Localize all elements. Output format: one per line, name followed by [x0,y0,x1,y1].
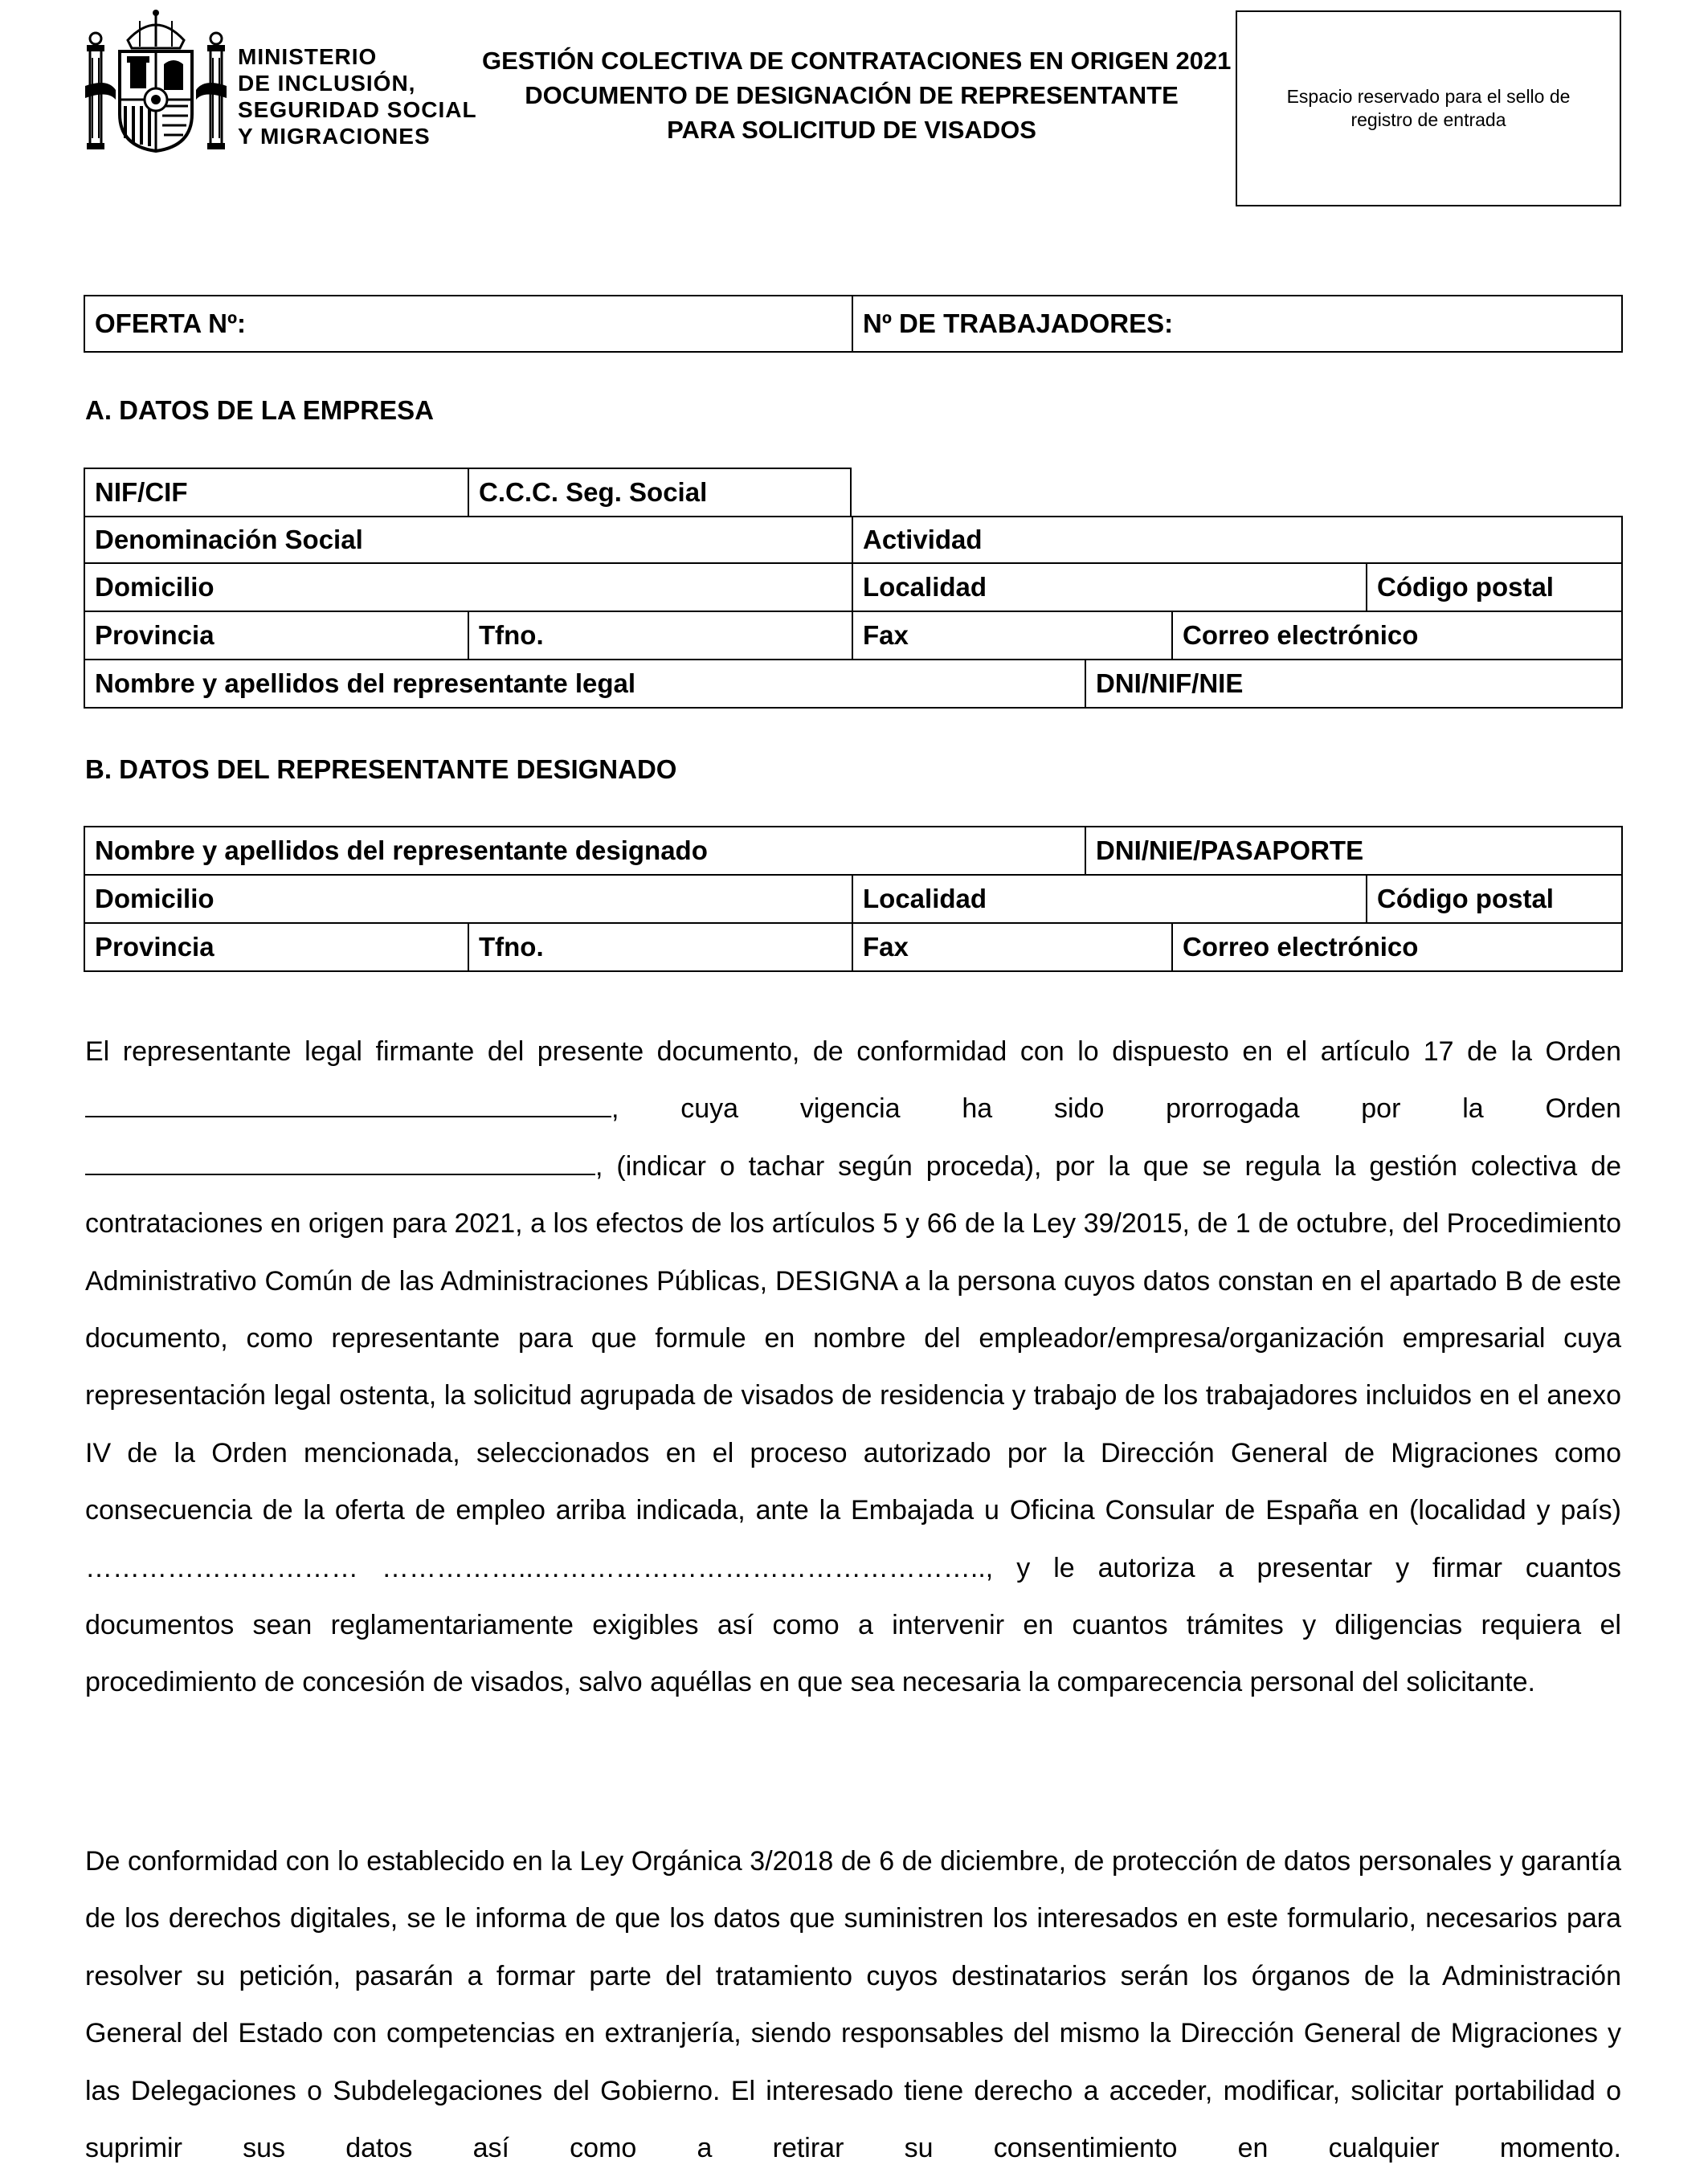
line-2-word: sido [1053,1093,1105,1125]
ministry-line-1: MINISTERIO [238,44,378,69]
paragraph-line-1: El representante legal firmante del presente documento, de conformidad con lo dispuesto en el artículo 17 de la Orden [85,1036,1621,1067]
title-line-1: GESTIÓN COLECTIVA DE CONTRATACIONES EN ORIGEN 2021 [482,47,1232,75]
line-2-word: ha [962,1093,993,1125]
data-protection-text: De conformidad con lo establecido en la Ley Orgánica 3/2018 de 6 de diciembre, de protección de datos personales y garantía de los derechos digitales, se le informa de que los datos que suministren los interesados en este formulario, necesarios para resolver su petición, pasarán a formar parte del tratamiento cuyos destinatarios serán los órganos de la Administración General del Estado con competencias en extranjería, siendo responsables del mismo la Dirección General de Migraciones y las Delegaciones o Subdelegaciones del Gobierno. El interesado tiene derecho a acceder, modificar, solicitar portabilidad o suprimir sus datos así como a retirar su consentimiento en cualquier momento. [85,1846,1621,2164]
ccc-field[interactable] [469,469,852,517]
workers-count-label: Nº DE TRABAJADORES: [863,308,1174,338]
legal-representative-id-label: DNI/NIF/NIE [1096,668,1244,698]
order-number-blank-1[interactable] [85,1097,611,1117]
ministry-name [238,43,477,149]
line-2-word: Orden [1545,1093,1621,1125]
company-locality-field[interactable] [853,564,1367,612]
ccc-label: C.C.C. Seg. Social [479,477,708,507]
company-province-field[interactable] [85,612,469,660]
company-locality-label: Localidad [863,572,987,602]
line-2-word: por [1361,1093,1401,1125]
ministry-line-4: Y MIGRACIONES [238,124,431,149]
offer-number-field[interactable] [85,296,853,353]
designated-representative-id-field[interactable] [1086,827,1623,876]
paragraph-line-3 [85,1138,1621,1195]
workers-count-field[interactable] [853,296,1623,353]
representative-email-field[interactable] [1173,924,1623,972]
designated-representative-field[interactable] [85,827,1086,876]
line-2-comma: , [611,1093,619,1125]
representative-postal-code-label: Código postal [1377,884,1554,913]
company-address-label: Domicilio [95,572,215,602]
company-name-field[interactable] [85,516,853,564]
designation-paragraph [85,1023,1621,1712]
company-postal-code-label: Código postal [1377,572,1554,602]
coat-of-arms-icon [84,10,228,154]
company-phone-label: Tfno. [479,620,544,650]
line-2-word: vigencia [799,1093,901,1125]
document-title [482,43,1232,147]
nif-cif-field[interactable] [85,469,469,517]
title-line-2: DOCUMENTO DE DESIGNACIÓN DE REPRESENTANTE [525,81,1179,109]
company-fax-label: Fax [863,620,909,650]
order-number-blank-2[interactable] [85,1154,595,1175]
ministry-line-2: DE INCLUSIÓN, [238,71,416,96]
representative-phone-field[interactable] [469,924,853,972]
line-3-text: , (indicar o tachar según proceda), por la que se regula la gestión colectiva de [595,1150,1621,1182]
paragraph-body [85,1195,1621,1712]
representative-locality-field[interactable] [853,876,1367,924]
ministry-line-3: SEGURIDAD SOCIAL [238,97,477,122]
ministry-logo [84,10,485,154]
paragraph-line-2 [85,1080,1621,1138]
company-fax-field[interactable] [853,612,1173,660]
legal-representative-label: Nombre y apellidos del representante legal [95,668,636,698]
representative-locality-label: Localidad [863,884,987,913]
offer-number-label: OFERTA Nº: [95,308,247,338]
representative-data-table [84,826,1623,972]
company-email-field[interactable] [1173,612,1623,660]
stamp-box-text: Espacio reservado para el sello de registro de entrada [1286,86,1571,130]
consulate-location-blank[interactable]: ………………………… ……………..………………………………………….. [85,1552,986,1583]
representative-address-label: Domicilio [95,884,215,913]
representative-postal-code-field[interactable] [1367,876,1623,924]
section-a-title: A. DATOS DE LA EMPRESA [85,395,434,425]
legal-representative-id-field[interactable] [1086,660,1623,709]
data-protection-paragraph [85,1833,1621,2177]
line-2-word: la [1462,1093,1484,1125]
company-name-label: Denominación Social [95,525,363,554]
legal-representative-field[interactable] [85,660,1086,709]
line-2-word: prorrogada [1166,1093,1300,1125]
title-line-3: PARA SOLICITUD DE VISADOS [667,116,1036,144]
company-postal-code-field[interactable] [1367,564,1623,612]
paragraph-body-text-a: contrataciones en origen para 2021, a los efectos de los artículos 5 y 66 de la Ley 39/2015, de 1 de octubre, del Procedimiento Administrativo Común de las Administraciones Públicas, DESIGNA a la persona cuyos datos constan en el apartado B de este documento, como representante para que formule en nombre del empleador/empresa/organización empresarial cuya representación legal ostenta, la solicitud agrupada de visados de residencia y trabajo de los trabajadores incluidos en el anexo IV de la Orden mencionada, seleccionados en el proceso autorizado por la Dirección General de Migraciones como consecuencia de la oferta de empleo arriba indicada, ante la Embajada u Oficina Consular de España en (localidad y país) [85,1208,1621,1526]
activity-field[interactable] [853,516,1623,564]
representative-address-field[interactable] [85,876,853,924]
representative-fax-label: Fax [863,932,909,962]
nif-cif-label: NIF/CIF [95,477,188,507]
designated-representative-id-label: DNI/NIE/PASAPORTE [1096,835,1364,865]
registration-stamp-box [1236,10,1621,206]
designated-representative-label: Nombre y apellidos del representante designado [95,835,708,865]
line-2-word: cuya [680,1093,739,1125]
paragraph-body-text-b: , y le autoriza a presentar y firmar cuantos documentos sean reglamentariamente exigibles así como a intervenir en cuantos trámites y diligencias requiera el procedimiento de concesión de visados, salvo aquéllas en que sea necesaria la comparecencia personal del solicitante. [85,1552,1622,1698]
representative-fax-field[interactable] [853,924,1173,972]
company-address-field[interactable] [85,564,853,612]
representative-province-label: Provincia [95,932,215,962]
representative-province-field[interactable] [85,924,469,972]
representative-email-label: Correo electrónico [1183,932,1419,962]
company-email-label: Correo electrónico [1183,620,1419,650]
activity-label: Actividad [863,525,983,554]
company-phone-field[interactable] [469,612,853,660]
representative-phone-label: Tfno. [479,932,544,962]
company-province-label: Provincia [95,620,215,650]
section-b-title: B. DATOS DEL REPRESENTANTE DESIGNADO [85,754,677,784]
offer-table [84,295,1623,353]
